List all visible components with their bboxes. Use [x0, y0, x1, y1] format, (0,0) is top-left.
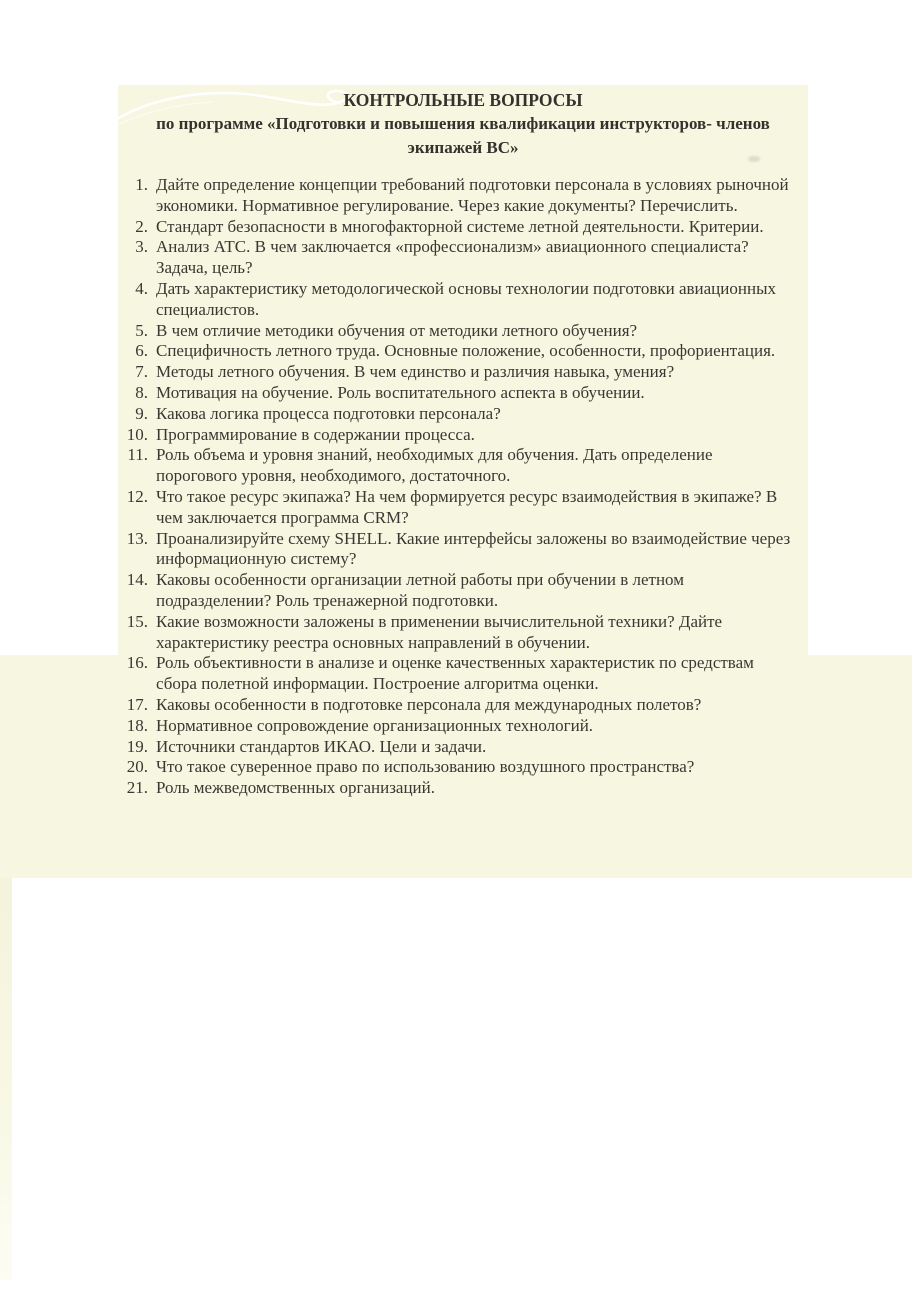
question-text: Стандарт безопасности в многофакторной системе летной деятельности. Критерии.	[156, 216, 764, 236]
question-number: 1.	[135, 175, 148, 194]
question-text: Дать характеристику методологической основы технологии подготовки авиационных специалистов.	[156, 278, 776, 319]
question-item	[118, 217, 808, 238]
question-number: 14.	[126, 570, 148, 590]
question-item	[118, 237, 808, 279]
question-item	[118, 362, 808, 383]
question-text: Каковы особенности организации летной работы при обучении в летном подразделении? Роль тренажерной подготовки.	[156, 570, 684, 610]
question-number: 13.	[126, 528, 148, 548]
question-item	[118, 425, 808, 446]
question-item	[118, 175, 808, 217]
question-item	[118, 445, 808, 487]
question-item	[118, 778, 808, 799]
question-text: Роль межведомственных организаций.	[156, 778, 436, 798]
question-number: 10.	[126, 424, 148, 444]
question-item	[118, 341, 808, 362]
question-number: 6.	[135, 341, 148, 361]
question-number: 7.	[135, 362, 148, 382]
question-text: Какие возможности заложены в применении вычислительной техники? Дайте характеристику реестра основных направлений в обучении.	[156, 611, 723, 652]
question-number: 20.	[126, 757, 148, 777]
question-text: Проанализируйте схему SHELL. Какие интерфейсы заложены во взаимодействие через информационную систему?	[156, 528, 791, 569]
question-item	[118, 487, 808, 529]
question-item	[118, 321, 808, 342]
question-text: Дайте определение концепции требований подготовки персонала в условиях рыночной экономики. Нормативное регулирование. Через какие документы? Перечислить.	[156, 175, 789, 215]
question-list	[118, 175, 808, 799]
question-item	[118, 570, 808, 612]
question-number: 19.	[126, 736, 148, 756]
document-title: КОНТРОЛЬНЫЕ ВОПРОСЫ	[343, 90, 583, 110]
question-text: Что такое ресурс экипажа? На чем формируется ресурс взаимодействия в экипаже? В чем заключается программа CRM?	[156, 486, 778, 527]
question-item	[118, 279, 808, 321]
question-number: 18.	[126, 715, 148, 735]
question-item	[118, 612, 808, 654]
document-content	[118, 88, 808, 799]
question-text: В чем отличие методики обучения от методики летного обучения?	[156, 320, 638, 340]
question-text: Программирование в содержании процесса.	[156, 424, 475, 444]
question-item	[118, 653, 808, 695]
question-number: 5.	[135, 320, 148, 340]
question-item	[118, 404, 808, 425]
question-text: Роль объема и уровня знаний, необходимых для обучения. Дать определение порогового уровня, необходимого, достаточного.	[156, 445, 713, 486]
question-text: Нормативное сопровождение организационных технологий.	[156, 715, 594, 735]
document-subtitle: по программе «Подготовки и повышения квалификации инструкторов- членов экипажей ВС»	[156, 114, 770, 157]
question-number: 16.	[126, 653, 148, 673]
question-number: 12.	[126, 486, 148, 506]
question-item	[118, 383, 808, 404]
question-text: Методы летного обучения. В чем единство и различия навыка, умения?	[156, 362, 675, 382]
question-number: 8.	[135, 382, 148, 402]
question-item	[118, 737, 808, 758]
question-number: 21.	[126, 778, 148, 798]
question-text: Каковы особенности в подготовке персонала для международных полетов?	[156, 694, 702, 714]
question-item	[118, 529, 808, 571]
question-number: 17.	[126, 694, 148, 714]
question-text: Мотивация на обучение. Роль воспитательного аспекта в обучении.	[156, 382, 645, 402]
question-number: 9.	[135, 403, 148, 423]
question-text: Что такое суверенное право по использованию воздушного пространства?	[156, 757, 695, 777]
question-text: Анализ АТС. В чем заключается «профессионализм» авиационного специалиста? Задача, цель?	[156, 237, 749, 278]
question-number: 15.	[126, 611, 148, 631]
question-item	[118, 695, 808, 716]
question-item	[118, 716, 808, 737]
question-number: 2.	[135, 216, 148, 236]
question-text: Роль объективности в анализе и оценке качественных характеристик по средствам сбора полетной информации. Построение алгоритма оценки.	[156, 653, 754, 694]
question-text: Какова логика процесса подготовки персонала?	[156, 403, 501, 423]
question-text: Источники стандартов ИКАО. Цели и задачи.	[156, 736, 487, 756]
question-text: Специфичность летного труда. Основные положение, особенности, профориентация.	[156, 341, 776, 361]
question-number: 3.	[135, 237, 148, 257]
paper-scan-left-edge-strip	[0, 878, 12, 1280]
question-number: 4.	[135, 278, 148, 298]
question-item	[118, 757, 808, 778]
question-number: 11.	[127, 445, 148, 465]
